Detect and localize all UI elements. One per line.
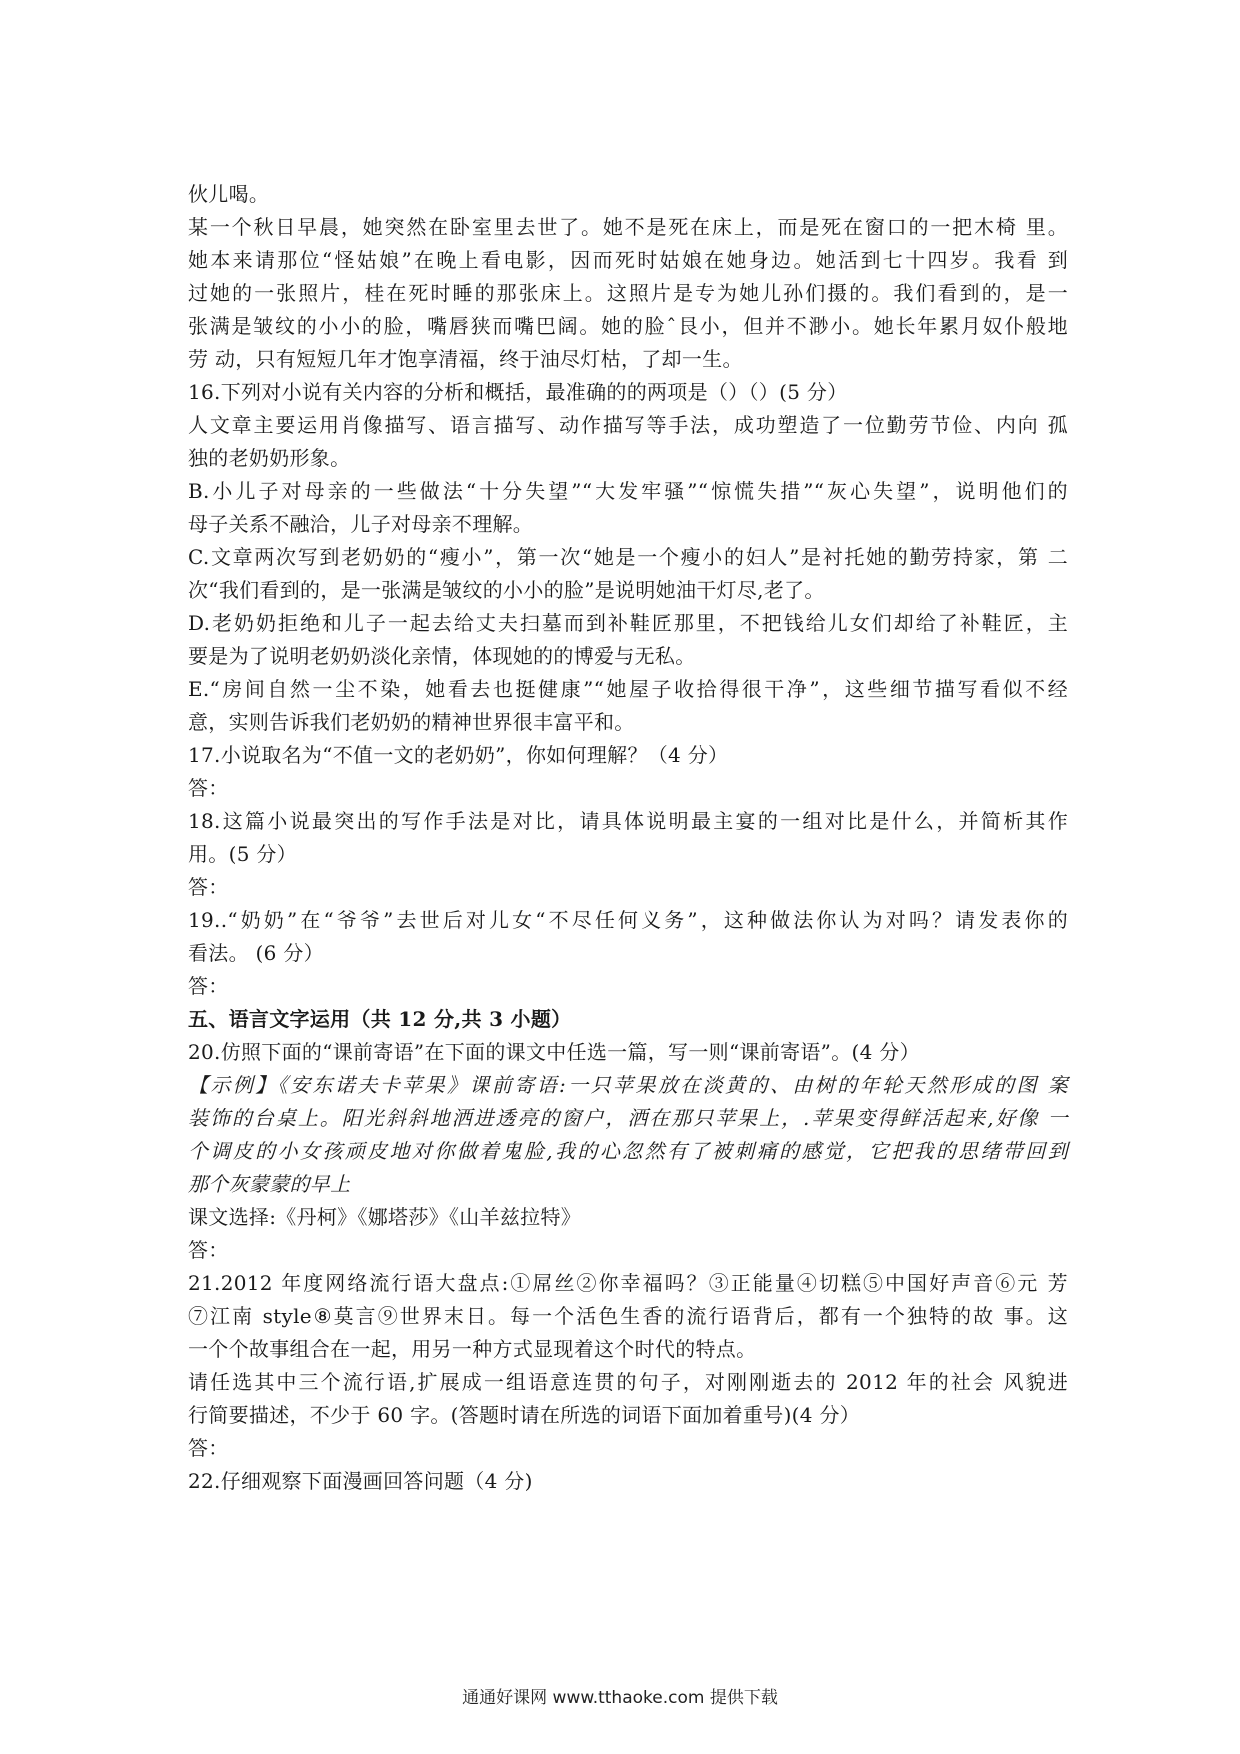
option-e: E.“房间自然一尘不染，她看去也挺健康”“她屋子收拾得很干净”，这些细节描写看似不经 <box>188 677 1068 701</box>
question-16-stem: 16.下列对小说有关内容的分析和概括，最准确的的两项是（）（）(5 分） <box>188 380 848 404</box>
section-5-heading: 五、语言文字运用（共 12 分,共 3 小题） <box>188 1007 572 1031</box>
example-line: 个调皮的小女孩顽皮地对你做着鬼脸,我的心忽然有了被刺痛的感觉，它把我的思绪带回到 <box>188 1139 1068 1163</box>
page-footer: 通通好课网 www.tthaoke.com 提供下载 <box>462 1688 778 1708</box>
passage-line: 她本来请那位“怪姑娘”在晚上看电影，因而死时姑娘在她身边。她活到七十四岁。我看 到 <box>188 248 1068 272</box>
question-21-stem: ⑦江南 style⑧莫言⑨世界末日。每一个活色生香的流行语背后，都有一个独特的故 事。这 <box>188 1304 1068 1328</box>
option-e-cont: 意，实则告诉我们老奶奶的精神世界很丰富平和。 <box>188 710 635 734</box>
answer-label: 答： <box>188 776 229 800</box>
answer-label: 答： <box>188 1436 229 1460</box>
question-21-stem: 请任选其中三个流行语,扩展成一组语意连贯的句子，对刚刚逝去的 2012 年的社会 风貌进 <box>188 1370 1068 1394</box>
example-line: 那个灰蒙蒙的早上 <box>188 1172 351 1196</box>
option-a: 人文章主要运用肖像描写、语言描写、动作描写等手法，成功塑造了一位勤劳节俭、内向 孤 <box>188 413 1068 437</box>
passage-line: 张满是皱纹的小小的脸，嘴唇狭而嘴巴阔。她的脸ˆ艮小，但并不渺小。她长年累月奴仆般地 <box>188 314 1068 338</box>
example-line: 【示例】《安东诺夫卡苹果》课前寄语:一只苹果放在淡黄的、由树的年轮天然形成的图 案 <box>188 1073 1068 1097</box>
question-17-stem: 17.小说取名为“不值一文的老奶奶”，你如何理解？（4 分） <box>188 743 729 767</box>
option-c-cont: 次“我们看到的，是一张满是皱纹的小小的脸”是说明她油干灯尽,老了。 <box>188 578 825 602</box>
question-19-stem-cont: 看法。 (6 分） <box>188 941 324 965</box>
passage-line: 某一个秋日早晨，她突然在卧室里去世了。她不是死在床上，而是死在窗口的一把木椅 里。 <box>188 215 1069 239</box>
question-21-stem: 21.2012 年度网络流行语大盘点:①屌丝②你幸福吗？③正能量④切糕⑤中国好声音⑥元 芳 <box>188 1271 1068 1295</box>
question-21-stem: 一个个故事组合在一起，用另一种方式显现着这个时代的特点。 <box>188 1337 757 1361</box>
text-choice: 课文选择:《丹柯》《娜塔莎》《山羊兹拉特》 <box>188 1205 582 1229</box>
question-20-stem: 20.仿照下面的“课前寄语”在下面的课文中任选一篇，写一则“课前寄语”。(4 分） <box>188 1040 920 1064</box>
passage-line: 伙儿喝。 <box>188 182 270 206</box>
option-a-cont: 独的老奶奶形象。 <box>188 446 351 470</box>
option-b: B.小儿子对母亲的一些做法“十分失望”“大发牢骚”“惊慌失措”“灰心失望”，说明他们的 <box>188 479 1068 503</box>
option-b-cont: 母子关系不融洽，儿子对母亲不理解。 <box>188 512 534 536</box>
question-19-stem: 19..“奶奶”在“爷爷”去世后对儿女“不尽任何义务”，这种做法你认为对吗？请发表你的 <box>188 908 1068 932</box>
question-18-stem-cont: 用。(5 分） <box>188 842 297 866</box>
passage-line: 过她的一张照片，桂在死时睡的那张床上。这照片是专为她儿孙们摄的。我们看到的，是一 <box>188 281 1068 305</box>
answer-label: 答： <box>188 875 229 899</box>
answer-label: 答： <box>188 1238 229 1262</box>
passage-line: 劳 动，只有短短几年才饱享清福，终于油尽灯枯，了却一生。 <box>188 347 743 371</box>
option-d: D.老奶奶拒绝和儿子一起去给丈夫扫墓而到补鞋匠那里，不把钱给儿女们却给了补鞋匠，主 <box>188 611 1068 635</box>
option-d-cont: 要是为了说明老奶奶淡化亲情，体现她的的博爱与无私。 <box>188 644 696 668</box>
example-line: 装饰的台桌上。阳光斜斜地洒进透亮的窗户，洒在那只苹果上，.苹果变得鲜活起来,好像 一 <box>188 1106 1068 1130</box>
question-18-stem: 18.这篇小说最突出的写作手法是对比，请具体说明最主宴的一组对比是什么，并简析其作 <box>188 809 1068 833</box>
question-21-stem: 行简要描述，不少于 60 字。(答题时请在所选的词语下面加着重号)(4 分） <box>188 1403 861 1427</box>
document-body <box>188 178 1068 1498</box>
option-c: C.文章两次写到老奶奶的“瘦小”，第一次“她是一个瘦小的妇人”是衬托她的勤劳持家，第 二 <box>188 545 1068 569</box>
answer-label: 答： <box>188 974 229 998</box>
question-22-stem: 22.仔细观察下面漫画回答问题（4 分) <box>188 1469 533 1493</box>
